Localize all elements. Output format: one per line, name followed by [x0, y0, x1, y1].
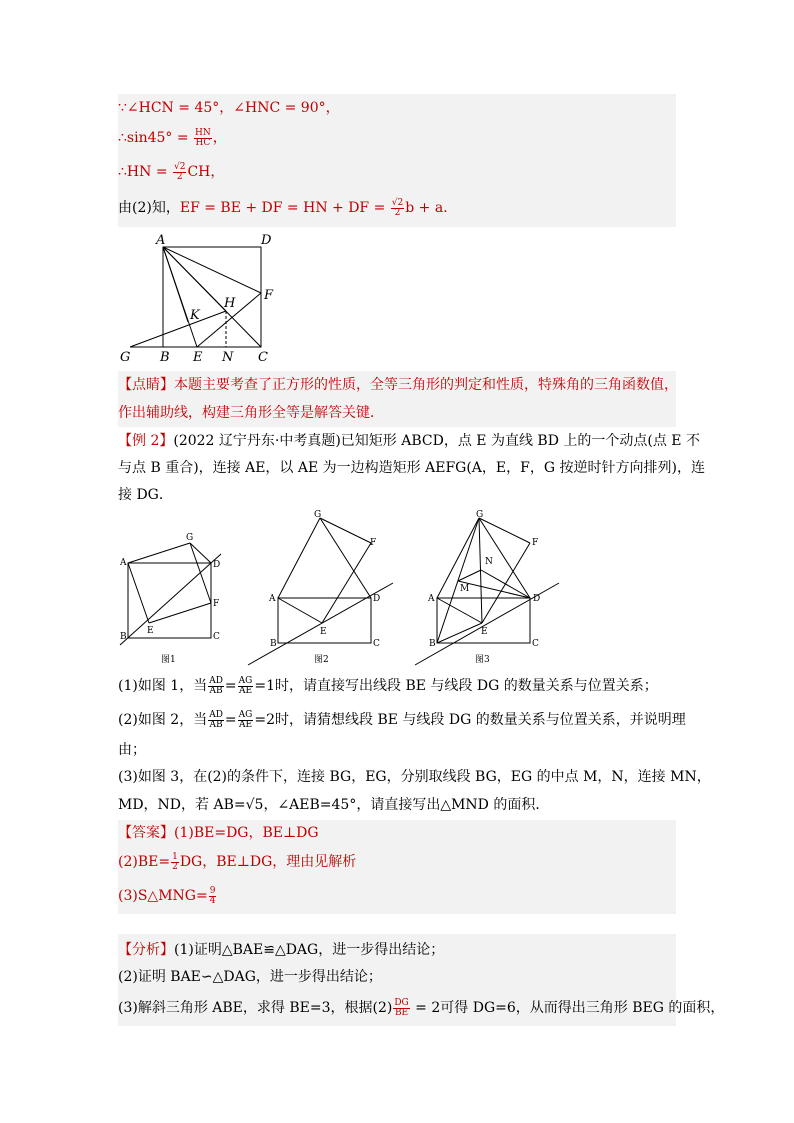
fig3-label: F: [532, 538, 539, 548]
example-tag: 【例 2】: [118, 433, 174, 449]
fig-label: N: [222, 350, 234, 365]
fig3-label: B: [429, 639, 436, 649]
answer-line-3: (3)S△MNG= $\frac{9}{4}$: [118, 885, 216, 906]
answer-line-2: (2)BE= $\frac{1}{2}$ DG，BE⊥DG，理由见解析: [118, 851, 357, 872]
analysis-line-1: 【分析】(1)证明△BAE≌△DAG，进一步得出结论；: [118, 942, 445, 958]
fig2-label: F: [370, 538, 377, 548]
fig-label: D: [261, 233, 272, 248]
analysis-line-2: (2)证明 BAE∽△DAG，进一步得出结论；: [118, 969, 382, 985]
fig-label: A: [156, 233, 166, 248]
solution-line-3: ∴HN = $\frac{√2}{2}$ CH，: [118, 161, 225, 182]
fig1-label: D: [213, 560, 221, 570]
dianjing-line-2: 作出辅助线，构建三角形全等是解答关键．: [118, 405, 384, 421]
fig2-label: D: [373, 594, 381, 604]
fig3-label: E: [481, 627, 488, 637]
example-line-3: 接 DG．: [118, 487, 173, 503]
fig2-label: B: [270, 639, 277, 649]
fig-label: F: [264, 288, 274, 303]
answer-tag: 【答案】: [118, 825, 174, 841]
fraction-1-2: $\frac{1}{2}$: [172, 851, 178, 872]
question-1: (1)如图 1，当 $\frac{AD}{AB}$ = $\frac{AG}{AE}$ =1时，请直接写出线段 BE 与线段 DG 的数量关系与位置关系；: [118, 675, 658, 696]
answer-line-1: 【答案】(1)BE=DG，BE⊥DG: [118, 825, 319, 841]
figure-caption: 图3: [475, 655, 490, 665]
fig1-label: A: [120, 558, 127, 568]
fig3-label: A: [428, 594, 435, 604]
fig2-label: A: [269, 594, 276, 604]
fraction-root2-2b: $\frac{√2}{2}$: [391, 197, 404, 218]
fig2-label: G: [314, 510, 322, 520]
dianjing-tag: 【点睛】: [118, 377, 174, 393]
example-line-1: 【例 2】(2022 辽宁丹东·中考真题)已知矩形 ABCD，点 E 为直线 BD 上的一个动点(点 E 不: [118, 433, 700, 449]
fraction-ag-ae: $\frac{AG}{AE}$: [238, 675, 253, 696]
fig-label: C: [258, 350, 268, 365]
figure-caption: 图2: [314, 655, 329, 665]
question-2: (2)如图 2，当 $\frac{AD}{AB}$ = $\frac{AG}{AE}$ =2时，请猜想线段 BE 与线段 DG 的数量关系与位置关系，并说明理: [118, 709, 686, 730]
fig1-label: E: [147, 626, 154, 636]
fig1-label: G: [186, 533, 194, 543]
fraction-hn-hc: $\frac{HN}{HC}$: [195, 127, 211, 148]
solution-line-2: ∴sin45° = $\frac{HN}{HC}$ ，: [118, 127, 227, 148]
analysis-tag: 【分析】: [118, 942, 174, 958]
fraction-dg-be: $\frac{DG}{BE}$: [394, 997, 409, 1018]
fraction-9-4: $\frac{9}{4}$: [209, 885, 216, 906]
square-figure: [118, 229, 280, 369]
fig-label: G: [120, 350, 131, 365]
fig1-label: B: [120, 632, 127, 642]
question-3-line-2: MD，ND，若 AB=√5，∠AEB=45°，请直接写出△MND 的面积．: [118, 797, 550, 813]
solution-line-1: ∵∠HCN = 45°，∠HNC = 90°，: [118, 100, 340, 116]
fig2-label: C: [373, 639, 380, 649]
dianjing-line-1: 【点睛】本题主要考查了正方形的性质，全等三角形的判定和性质，特殊角的三角函数值，: [118, 377, 678, 393]
question-3-line-1: (3)如图 3，在(2)的条件下，连接 BG，EG，分别取线段 BG，EG 的中点 M，N，连接 MN，: [118, 769, 711, 785]
fig3-label: D: [533, 594, 541, 604]
fraction-ad-ab: $\frac{AD}{AB}$: [209, 675, 223, 696]
fraction-ag-ae: $\frac{AG}{AE}$: [238, 709, 253, 730]
question-2-cont: 由；: [118, 742, 146, 758]
fig-label: E: [193, 350, 203, 365]
figures-row: [115, 505, 565, 670]
fig2-label: E: [320, 627, 327, 637]
fig-label: H: [224, 296, 236, 311]
example-line-2: 与点 B 重合)，连接 AE，以 AE 为一边构造矩形 AEFG(A，E，F，G 按逆时针方向排列)，连: [118, 460, 705, 476]
fig3-label: M: [460, 584, 470, 594]
fraction-ad-ab: $\frac{AD}{AB}$: [209, 709, 223, 730]
fig3-label: G: [476, 510, 484, 520]
fig3-label: C: [532, 639, 539, 649]
fig-label: K: [190, 308, 200, 323]
figure-caption: 图1: [161, 655, 176, 665]
analysis-line-3: (3)解斜三角形 ABE，求得 BE=3，根据(2) $\frac{DG}{BE}$ = 2可得 DG=6，从而得出三角形 BEG 的面积，: [118, 997, 725, 1018]
fig1-label: C: [213, 632, 220, 642]
solution-line-4: 由(2)知，EF = BE + DF = HN + DF = $\frac{√2}{2}$ b + a．: [118, 197, 458, 218]
fraction-root2-2: $\frac{√2}{2}$: [174, 161, 186, 182]
fig1-label: F: [213, 599, 220, 609]
fig3-label: N: [485, 557, 493, 567]
fig-label: B: [160, 350, 170, 365]
